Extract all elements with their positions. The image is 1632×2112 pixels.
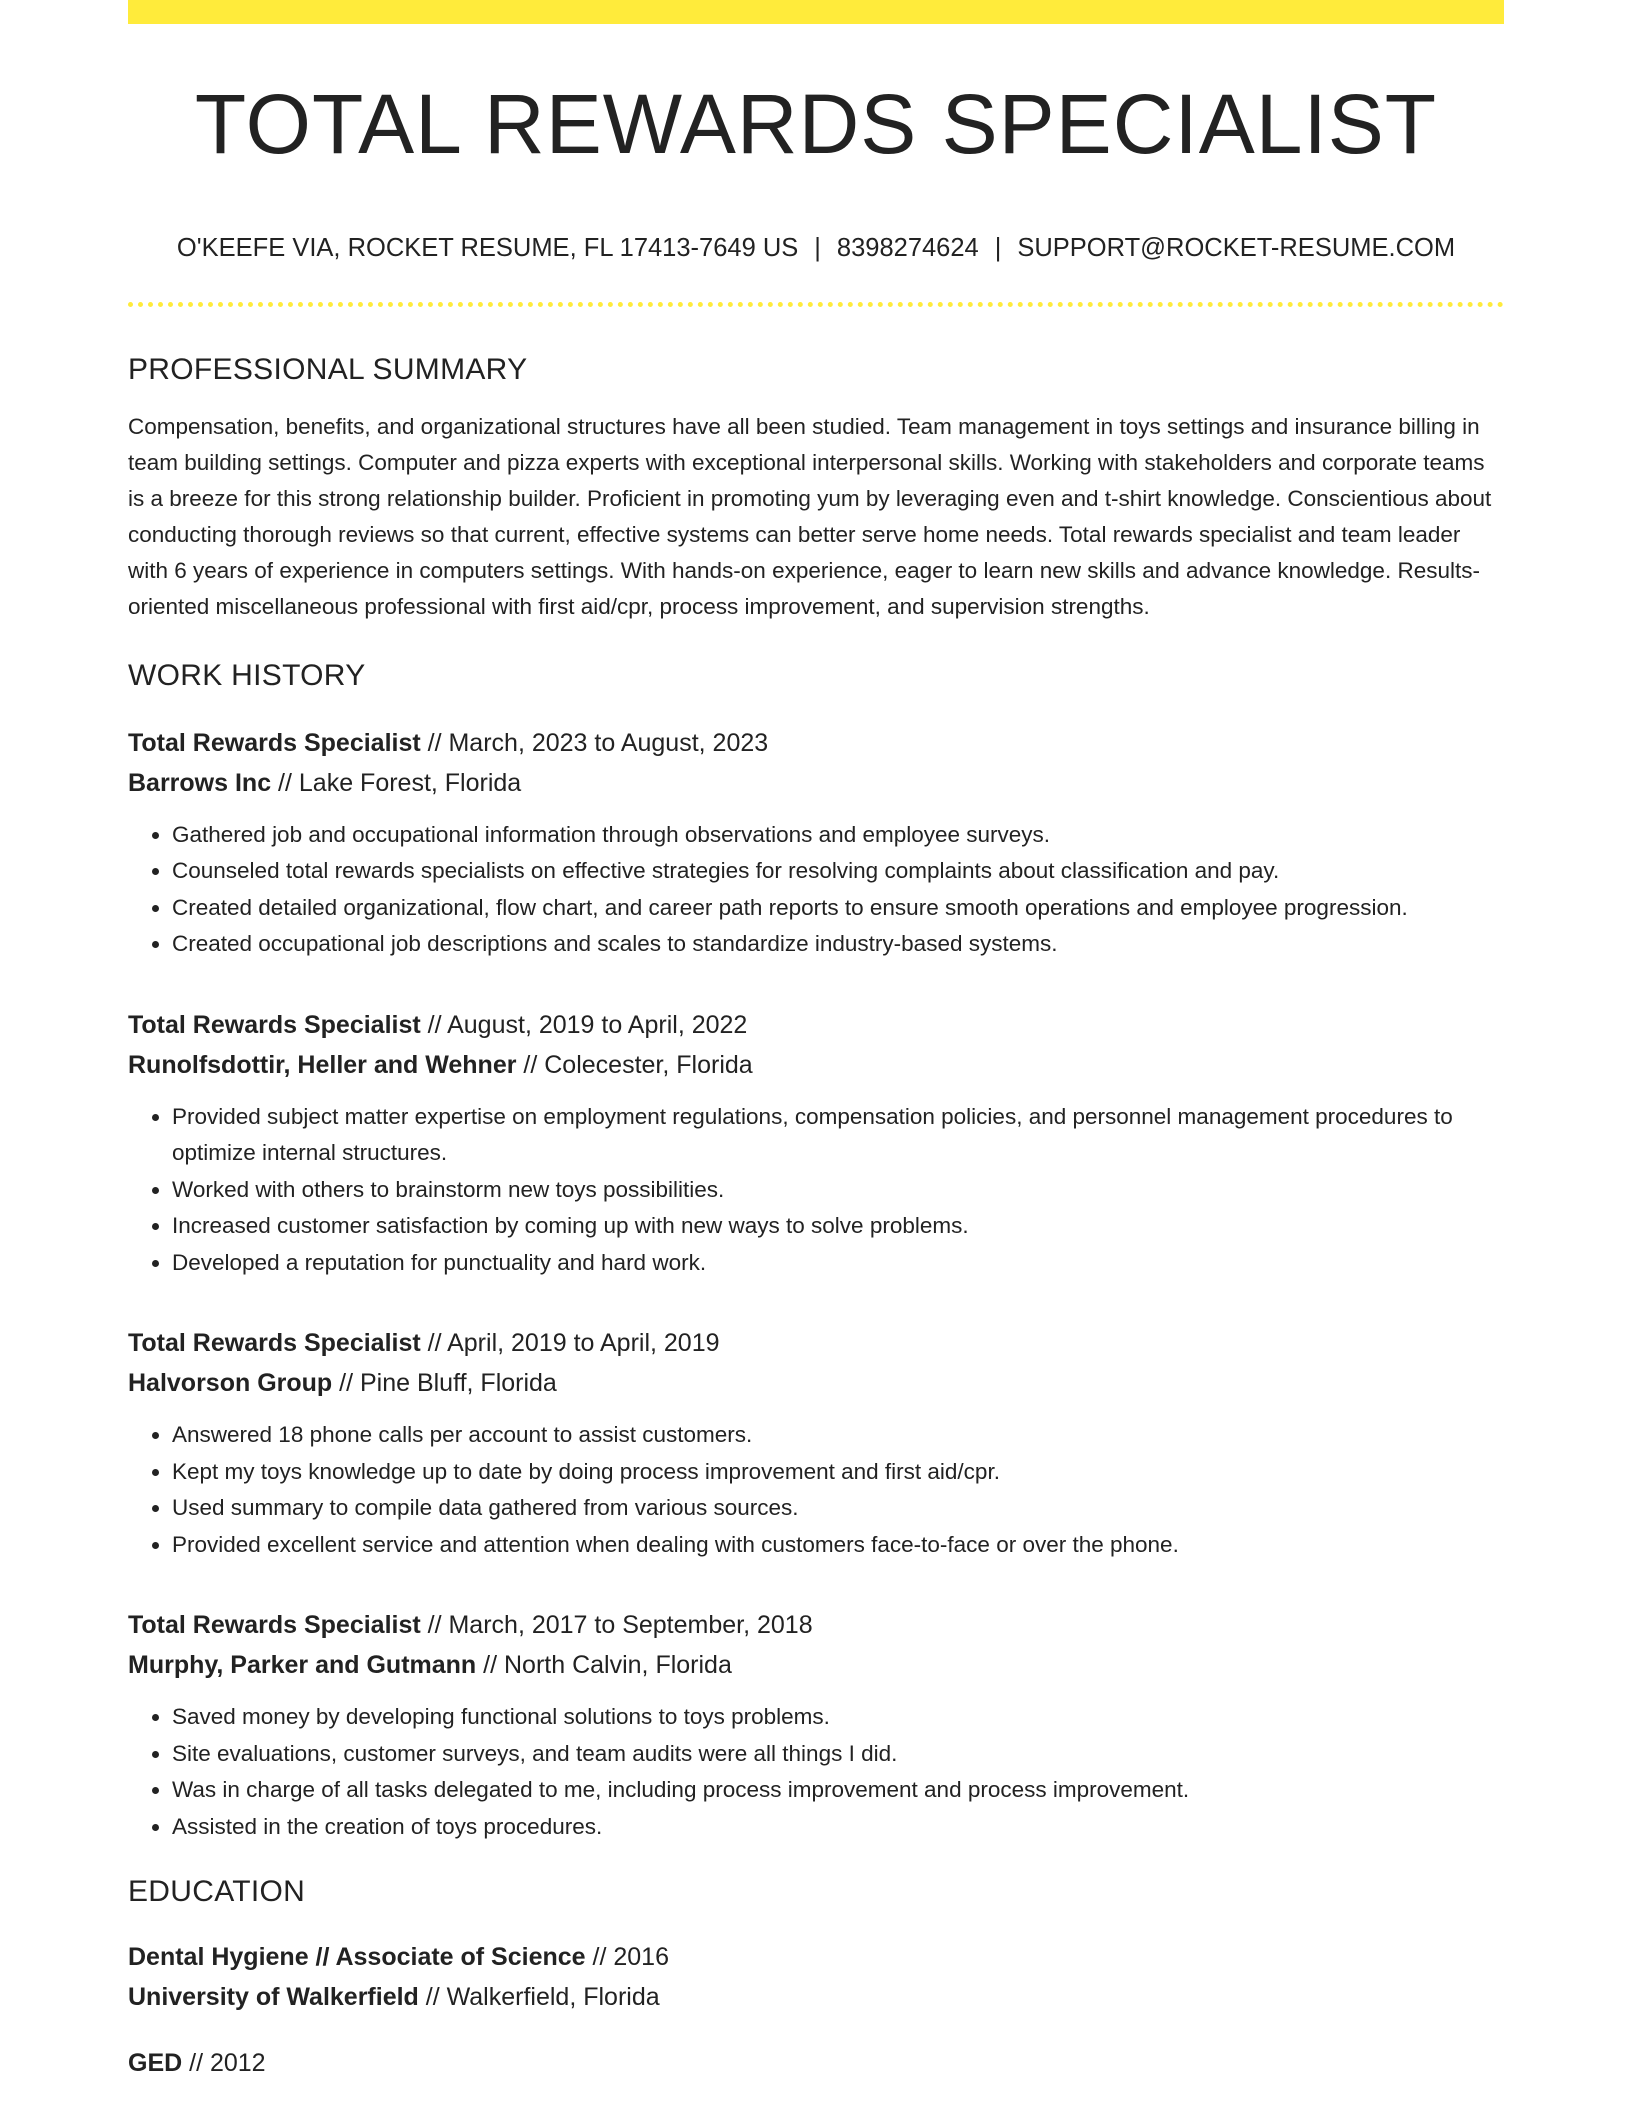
job-dates: // August, 2019 to April, 2022 (420, 1010, 748, 1039)
job-company: Halvorson Group (128, 1369, 333, 1397)
job-title: Total Rewards Specialist (128, 728, 421, 757)
job-bullet: • Worked with others to brainstorm new toys possibilities. (172, 1172, 1504, 1209)
resume-title: TOTAL REWARDS SPECIALIST (194, 77, 1438, 171)
job-title: Total Rewards Specialist (128, 1611, 421, 1639)
job-entry (128, 1605, 1504, 1845)
job-company: Runolfsdottir, Heller and Wehner (128, 1050, 517, 1079)
job-bullet: • Provided subject matter expertise on employment regulations, compensation policies, and personnel management procedures to optimize internal structures. (172, 1099, 1504, 1172)
job-title-line (128, 723, 1504, 763)
job-title-line (128, 1605, 1504, 1645)
contact-phone: 8398274624 (836, 234, 979, 262)
job-company-line (128, 763, 1504, 803)
job-title-line (128, 1005, 1504, 1045)
job-bullet: • Was in charge of all tasks delegated to me, including process improvement and process improvement. (172, 1772, 1504, 1809)
job-bullet: • Created detailed organizational, flow chart, and career path reports to ensure smooth operations and employee progression. (172, 890, 1504, 927)
contact-separator: | (994, 234, 1002, 262)
dotted-divider (128, 302, 1504, 307)
job-bullet: • Increased customer satisfaction by coming up with new ways to solve problems. (172, 1208, 1504, 1245)
job-bullets (128, 1417, 1504, 1563)
job-entry (128, 1005, 1504, 1282)
job-location: // North Calvin, Florida (476, 1651, 732, 1679)
job-bullet: • Saved money by developing functional solutions to toys problems. (172, 1699, 1504, 1736)
education-entry (128, 1937, 1504, 2017)
job-company: Barrows Inc (128, 768, 272, 797)
accent-top-bar (128, 0, 1504, 24)
job-company-line (128, 1645, 1504, 1685)
job-bullets (128, 1699, 1504, 1845)
education-school-line (128, 1977, 1504, 2017)
contact-address: O'KEEFE VIA, ROCKET RESUME, FL 17413-7649 US (176, 234, 799, 262)
job-bullet: • Answered 18 phone calls per account to assist customers. (172, 1417, 1504, 1454)
job-bullet: • Provided excellent service and attention when dealing with customers face-to-face or over the phone. (172, 1527, 1504, 1564)
resume-page (128, 0, 1504, 2083)
job-dates: // April, 2019 to April, 2019 (420, 1329, 720, 1357)
job-location: // Pine Bluff, Florida (332, 1369, 557, 1397)
job-company: Murphy, Parker and Gutmann (128, 1651, 477, 1679)
job-title-line (128, 1323, 1504, 1363)
summary-text: Compensation, benefits, and organizational structures have all been studied. Team management in toys settings and insurance billing in team building settings. Computer and pizza experts with exceptional interpersonal skills. Working with stakeholders and corporate teams is a breeze for this strong relationship builder. Proficient in promoting yum by leveraging even and t-shirt knowledge. Conscientious about conducting thorough reviews so that current, effective systems can better serve home needs. Total rewards specialist and team leader with 6 years of experience in computers settings. With hands-on experience, eager to learn new skills and advance knowledge. Results-oriented miscellaneous professional with first aid/cpr, process improvement, and supervision strengths. (128, 413, 1492, 619)
job-company-line (128, 1045, 1504, 1085)
education-entry (128, 2043, 1504, 2083)
work-history-heading: WORK HISTORY (128, 658, 366, 692)
job-bullets (128, 1099, 1504, 1282)
job-bullet: • Used summary to compile data gathered from various sources. (172, 1490, 1504, 1527)
job-bullet: • Developed a reputation for punctuality and hard work. (172, 1245, 1504, 1282)
summary-heading: PROFESSIONAL SUMMARY (128, 352, 528, 386)
contact-email: SUPPORT@ROCKET-RESUME.COM (1017, 234, 1456, 262)
contact-separator: | (814, 234, 821, 262)
job-company-line (128, 1363, 1504, 1403)
job-bullet: • Assisted in the creation of toys procedures. (172, 1809, 1504, 1846)
job-bullet: • Site evaluations, customer surveys, and team audits were all things I did. (172, 1736, 1504, 1773)
contact-line (128, 236, 1504, 262)
education-degree-line (128, 1937, 1504, 1977)
education-year: // 2016 (585, 1943, 669, 1971)
job-dates: // March, 2017 to September, 2018 (420, 1611, 813, 1639)
education-degree: Dental Hygiene // Associate of Science (128, 1943, 586, 1971)
job-bullet: • Gathered job and occupational information through observations and employee surveys. (172, 817, 1504, 854)
job-location: // Colecester, Florida (516, 1050, 753, 1079)
job-bullet: • Kept my toys knowledge up to date by doing process improvement and first aid/cpr. (172, 1454, 1504, 1491)
job-title: Total Rewards Specialist (128, 1329, 421, 1357)
job-dates: // March, 2023 to August, 2023 (420, 728, 769, 757)
education-location: // Walkerfield, Florida (418, 1983, 660, 2011)
job-bullet: • Created occupational job descriptions and scales to standardize industry-based systems. (172, 926, 1504, 963)
education-heading: EDUCATION (128, 1875, 306, 1908)
education-school: University of Walkerfield (128, 1983, 419, 2011)
education-degree: GED (128, 2049, 183, 2077)
job-entry (128, 1323, 1504, 1563)
job-bullet: • Counseled total rewards specialists on effective strategies for resolving complaints about classification and pay. (172, 853, 1504, 890)
job-location: // Lake Forest, Florida (271, 768, 522, 797)
job-bullets (128, 817, 1504, 963)
education-degree-line (128, 2043, 1504, 2083)
education-year: // 2012 (182, 2049, 266, 2077)
job-entry (128, 723, 1504, 963)
job-title: Total Rewards Specialist (128, 1010, 421, 1039)
